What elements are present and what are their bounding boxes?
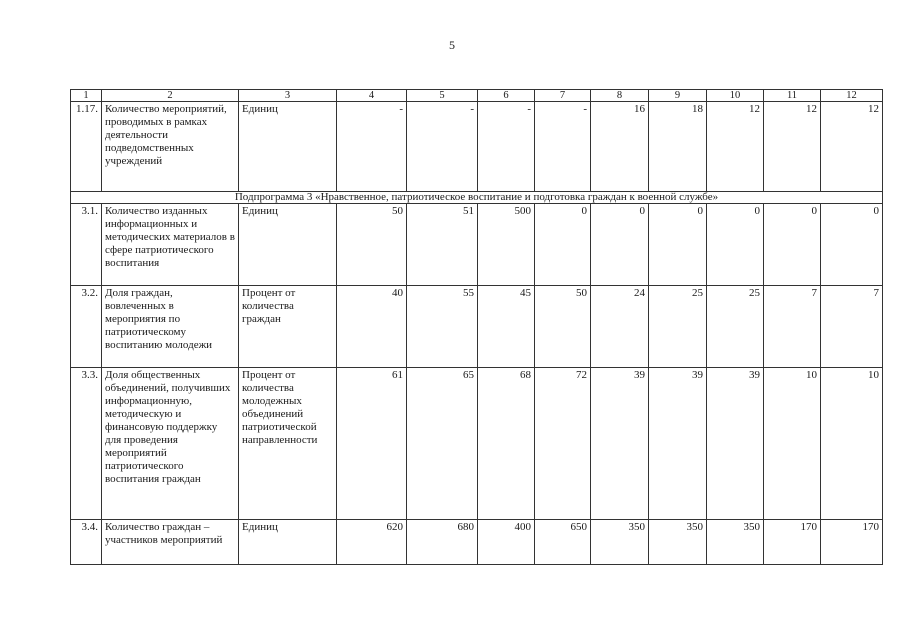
unit-of-measure: Единиц [239,204,337,286]
value-cell: - [407,102,478,192]
value-cell: 25 [707,286,764,368]
value-cell: 0 [535,204,591,286]
value-cell: 680 [407,520,478,565]
table-row [71,204,883,286]
value-cell: 170 [821,520,883,565]
header-cell: 5 [407,90,478,102]
header-cell: 8 [591,90,649,102]
value-cell: 7 [764,286,821,368]
table-row [71,368,883,520]
value-cell: 350 [707,520,764,565]
value-cell: 12 [764,102,821,192]
value-cell: 51 [407,204,478,286]
value-cell: 0 [591,204,649,286]
header-cell: 3 [239,90,337,102]
subprogram-title: Подпрограмма 3 «Нравственное, патриотическое воспитание и подготовка граждан к военной службе» [71,192,883,204]
row-index: 3.2. [71,286,102,368]
value-cell: 400 [478,520,535,565]
header-cell: 12 [821,90,883,102]
value-cell: - [535,102,591,192]
value-cell: 0 [821,204,883,286]
value-cell: - [337,102,407,192]
unit-of-measure: Единиц [239,520,337,565]
value-cell: 39 [707,368,764,520]
value-cell: 40 [337,286,407,368]
value-cell: 16 [591,102,649,192]
value-cell: - [478,102,535,192]
header-cell: 7 [535,90,591,102]
column-number-row [71,90,883,102]
value-cell: 0 [764,204,821,286]
value-cell: 50 [337,204,407,286]
value-cell: 65 [407,368,478,520]
unit-of-measure: Единиц [239,102,337,192]
value-cell: 170 [764,520,821,565]
indicators-table [70,89,883,565]
value-cell: 55 [407,286,478,368]
value-cell: 350 [649,520,707,565]
row-index: 3.3. [71,368,102,520]
unit-of-measure: Процент от количества граждан [239,286,337,368]
header-cell: 10 [707,90,764,102]
value-cell: 650 [535,520,591,565]
value-cell: 25 [649,286,707,368]
header-cell: 1 [71,90,102,102]
indicator-name: Количество мероприятий, проводимых в рамках деятельности подведомственных учреждений [102,102,239,192]
indicator-name: Доля общественных объединений, получивших информационную, методическую и финансовую поддержку для проведения мероприятий патриотического воспитания граждан [102,368,239,520]
page-number: 5 [449,38,455,52]
header-cell: 11 [764,90,821,102]
header-cell: 6 [478,90,535,102]
header-cell: 4 [337,90,407,102]
value-cell: 500 [478,204,535,286]
value-cell: 0 [649,204,707,286]
value-cell: 39 [591,368,649,520]
value-cell: 61 [337,368,407,520]
value-cell: 72 [535,368,591,520]
value-cell: 24 [591,286,649,368]
value-cell: 350 [591,520,649,565]
row-index: 3.1. [71,204,102,286]
indicator-name: Доля граждан, вовлеченных в мероприятия по патриотическому воспитанию молодежи [102,286,239,368]
indicator-name: Количество изданных информационных и методических материалов в сфере патриотического воспитания [102,204,239,286]
value-cell: 18 [649,102,707,192]
value-cell: 68 [478,368,535,520]
indicator-name: Количество граждан – участников мероприятий [102,520,239,565]
value-cell: 10 [821,368,883,520]
table-row [71,286,883,368]
value-cell: 10 [764,368,821,520]
value-cell: 50 [535,286,591,368]
header-cell: 2 [102,90,239,102]
value-cell: 620 [337,520,407,565]
value-cell: 7 [821,286,883,368]
table-row [71,520,883,565]
header-cell: 9 [649,90,707,102]
value-cell: 0 [707,204,764,286]
row-index: 1.17. [71,102,102,192]
value-cell: 12 [707,102,764,192]
value-cell: 12 [821,102,883,192]
row-index: 3.4. [71,520,102,565]
value-cell: 39 [649,368,707,520]
table-row [71,102,883,192]
subprogram-header-row [71,192,883,204]
value-cell: 45 [478,286,535,368]
unit-of-measure: Процент от количества молодежных объединений патриотической направленности [239,368,337,520]
